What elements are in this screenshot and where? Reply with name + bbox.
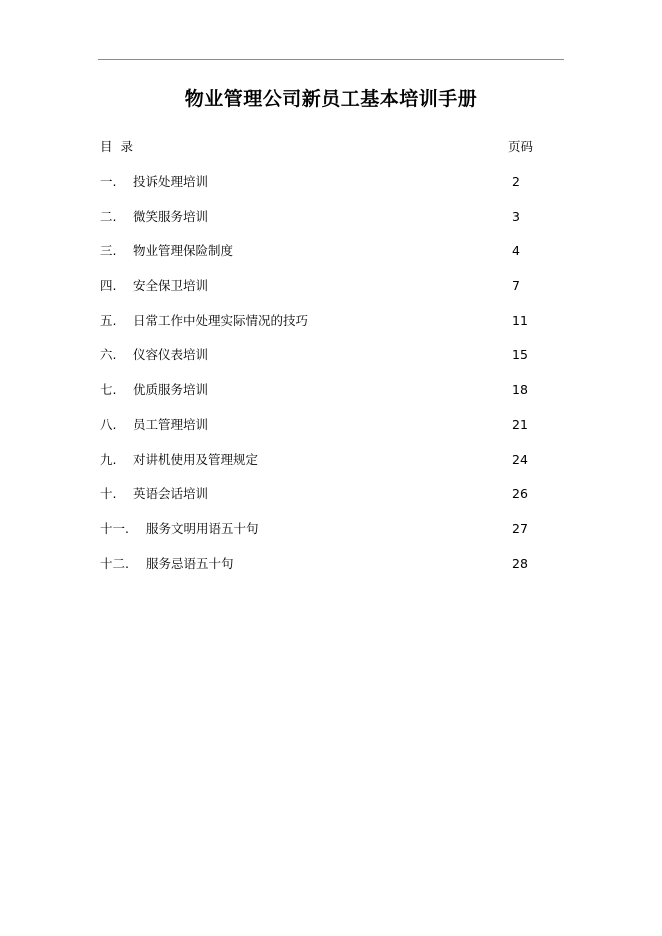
toc-item [100,346,530,381]
toc-item-number: 十二. [100,555,129,571]
toc-item [100,242,530,277]
toc-item-number: 十一. [100,520,129,536]
toc-item-label: 安全保卫培训 [133,278,209,294]
toc-item-page: 24 [512,451,528,467]
header-rule [98,59,564,60]
toc-header [100,138,533,156]
toc-item-page: 2 [512,174,520,189]
toc-item-number: 九. [100,451,117,467]
toc-item-label: 员工管理培训 [133,416,209,432]
toc-item [100,451,530,486]
toc-item-label: 优质服务培训 [133,382,209,398]
toc-item-number: 十. [100,486,117,502]
toc-item [100,312,530,347]
toc-item-number: 三. [100,243,117,259]
toc-item-number: 八. [100,416,117,432]
toc-item-page: 21 [512,416,528,432]
toc-item-number: 二. [100,208,117,224]
toc-header-contents: 目录 [100,139,142,154]
page-title: 物业管理公司新员工基本培训手册 [184,88,478,110]
toc-item-label: 投诉处理培训 [133,174,209,189]
toc-item-page: 28 [512,555,528,571]
toc-item-page: 11 [512,312,528,328]
toc-item-label: 物业管理保险制度 [133,243,234,259]
toc-item-page: 26 [512,486,528,502]
toc-item-label: 服务文明用语五十句 [146,520,259,536]
toc-item [100,555,530,590]
toc-item-page: 18 [512,382,528,398]
toc-header-page: 页码 [507,139,533,154]
toc-item-label: 英语会话培训 [133,486,209,502]
toc-item-label: 日常工作中处理实际情况的技巧 [133,312,309,328]
toc-item-number: 七. [100,382,117,398]
toc-item-page: 7 [512,278,520,294]
toc-item [100,485,530,520]
toc-item [100,208,530,243]
toc-item-page: 15 [512,347,528,363]
toc-item [100,381,530,416]
toc-item-number: 六. [100,347,117,363]
toc-item [100,173,530,208]
toc-item-label: 对讲机使用及管理规定 [133,451,259,467]
toc-list [100,173,530,589]
toc-item-label: 仪容仪表培训 [133,347,209,363]
toc-item-number: 五. [100,312,117,328]
toc-item [100,277,530,312]
toc-item-page: 4 [512,243,520,259]
toc-item-page: 27 [512,520,528,536]
toc-item [100,416,530,451]
toc-item-label: 微笑服务培训 [133,208,209,224]
toc-item-number: 四. [100,278,117,294]
toc-item-number: 一. [100,174,117,189]
toc-item-label: 服务忌语五十句 [146,555,234,571]
toc-item [100,520,530,555]
toc-item-page: 3 [512,208,520,224]
